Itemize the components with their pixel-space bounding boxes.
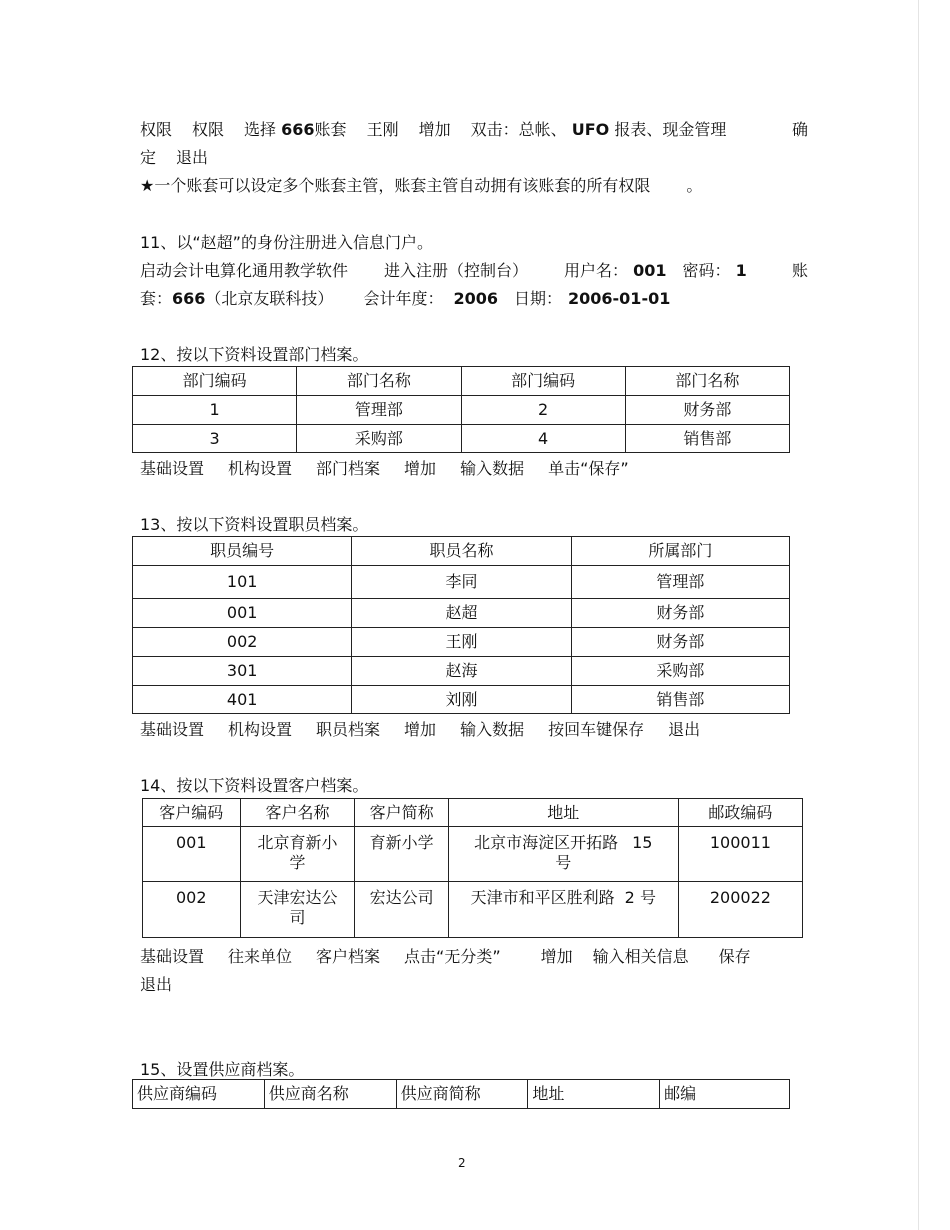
s11-line-1-end: 账	[792, 261, 809, 280]
text: 单击“保存”	[548, 459, 629, 478]
text: 定	[140, 148, 157, 167]
text: 权限	[192, 120, 225, 139]
cell: 财务部	[571, 628, 789, 657]
table-header-row	[143, 799, 803, 827]
header-cell: 邮编	[660, 1080, 790, 1109]
department-table	[132, 366, 790, 453]
text: 输入数据	[460, 720, 525, 739]
cell	[448, 827, 678, 882]
table-row	[143, 827, 803, 882]
text: UFO	[571, 120, 610, 139]
text: 按回车键保存	[548, 720, 645, 739]
text: 密码：	[682, 261, 731, 280]
cell: 401	[133, 686, 352, 714]
text: 天津宏达公	[257, 888, 338, 907]
text: 王刚	[366, 120, 399, 139]
cell: 4	[461, 425, 625, 453]
text: 增加	[404, 720, 437, 739]
s12-steps	[140, 459, 629, 479]
header-cell: 部门名称	[297, 367, 461, 396]
header-cell: 客户编码	[143, 799, 241, 827]
text: 基础设置	[140, 459, 205, 478]
text: ★一个账套可以设定多个账套主管，账套主管自动拥有该账套的所有权限	[140, 176, 651, 195]
header-cell: 供应商编码	[133, 1080, 265, 1109]
text: 部门档案	[316, 459, 381, 478]
cell: 002	[143, 882, 241, 938]
cell: 销售部	[625, 425, 789, 453]
cell: 2	[461, 396, 625, 425]
table-row	[133, 599, 790, 628]
table-row	[133, 425, 790, 453]
text: 保存	[718, 947, 751, 966]
text: 输入数据	[460, 459, 525, 478]
cell: 001	[133, 599, 352, 628]
text: 司	[289, 908, 306, 927]
cell: 赵超	[352, 599, 571, 628]
header-cell: 职员名称	[352, 537, 571, 566]
header-cell: 客户名称	[240, 799, 355, 827]
header-cell: 地址	[528, 1080, 660, 1109]
text: 往来单位	[228, 947, 293, 966]
cell: 101	[133, 566, 352, 599]
cell: 宏达公司	[355, 882, 448, 938]
s13-title: 13、按以下资料设置职员档案。	[140, 515, 369, 534]
text: 学	[289, 853, 306, 872]
cell: 财务部	[571, 599, 789, 628]
cell: 采购部	[571, 657, 789, 686]
text: 增加	[418, 120, 451, 139]
text: 1	[735, 261, 747, 280]
header-cell: 部门编码	[461, 367, 625, 396]
cell: 财务部	[625, 396, 789, 425]
text: 15	[632, 833, 653, 852]
intro-line-2	[140, 148, 208, 168]
page-number: 2	[458, 1156, 466, 1170]
s14-steps	[140, 947, 751, 967]
page-edge	[918, 0, 919, 1230]
text: 输入相关信息	[592, 947, 689, 966]
cell: 销售部	[571, 686, 789, 714]
s11-line-1	[140, 261, 747, 281]
text: （北京友联科技）	[205, 289, 334, 308]
header-cell: 所属部门	[571, 537, 789, 566]
text: 启动会计电算化通用教学软件	[140, 261, 349, 280]
text: 会计年度：	[363, 289, 444, 308]
cell: 赵海	[352, 657, 571, 686]
text: 基础设置	[140, 720, 205, 739]
text: 退出	[176, 148, 209, 167]
text: 客户档案	[316, 947, 381, 966]
text: 666	[172, 289, 206, 308]
header-cell: 客户简称	[355, 799, 448, 827]
cell: 002	[133, 628, 352, 657]
text: 日期：	[513, 289, 562, 308]
table-header-row	[133, 367, 790, 396]
text: 天津市和平区胜利路	[470, 888, 615, 907]
text: 退出	[668, 720, 701, 739]
header-cell: 部门名称	[625, 367, 789, 396]
table-row	[133, 657, 790, 686]
table-row	[133, 628, 790, 657]
cell: 管理部	[297, 396, 461, 425]
text: 2006-01-01	[568, 289, 671, 308]
table-row	[133, 396, 790, 425]
header-cell: 部门编码	[133, 367, 297, 396]
cell: 1	[133, 396, 297, 425]
cell: 001	[143, 827, 241, 882]
cell	[448, 882, 678, 938]
cell: 301	[133, 657, 352, 686]
text: 666	[281, 120, 315, 139]
header-cell: 邮政编码	[678, 799, 802, 827]
text: 2 号	[624, 888, 656, 907]
cell: 王刚	[352, 628, 571, 657]
text: 北京育新小	[257, 833, 338, 852]
s11-title: 11、以“赵超”的身份注册进入信息门户。	[140, 233, 433, 252]
text: 报表、现金管理	[614, 120, 727, 139]
text: 账套	[314, 120, 347, 139]
cell: 育新小学	[355, 827, 448, 882]
text: 选择	[244, 120, 277, 139]
text: 权限	[140, 120, 173, 139]
intro-note	[140, 176, 702, 196]
s14-title: 14、按以下资料设置客户档案。	[140, 776, 369, 795]
table-header-row	[133, 537, 790, 566]
cell: 刘刚	[352, 686, 571, 714]
table-row	[133, 566, 790, 599]
table-row	[133, 686, 790, 714]
text: 进入注册（控制台）	[384, 261, 529, 280]
header-cell: 地址	[448, 799, 678, 827]
text: 基础设置	[140, 947, 205, 966]
text: 号	[555, 853, 572, 872]
header-cell: 供应商简称	[396, 1080, 528, 1109]
text: 增加	[404, 459, 437, 478]
s13-steps	[140, 720, 700, 740]
table-header-row	[133, 1080, 790, 1109]
cell	[240, 882, 355, 938]
s15-title: 15、设置供应商档案。	[140, 1060, 305, 1079]
staff-table	[132, 536, 790, 714]
customer-table	[142, 798, 803, 938]
header-cell: 职员编号	[133, 537, 352, 566]
text: 机构设置	[228, 459, 293, 478]
cell: 100011	[678, 827, 802, 882]
s12-title: 12、按以下资料设置部门档案。	[140, 345, 369, 364]
cell: 200022	[678, 882, 802, 938]
header-cell: 供应商名称	[264, 1080, 396, 1109]
supplier-table	[132, 1079, 790, 1109]
intro-line-1-end: 确	[792, 120, 809, 139]
text: 增加	[540, 947, 573, 966]
cell	[240, 827, 355, 882]
text: 职员档案	[316, 720, 381, 739]
cell: 管理部	[571, 566, 789, 599]
cell: 采购部	[297, 425, 461, 453]
cell: 3	[133, 425, 297, 453]
cell: 李同	[352, 566, 571, 599]
text: 001	[633, 261, 667, 280]
intro-line-1	[140, 120, 726, 140]
text: 点击“无分类”	[404, 947, 501, 966]
text: 2006	[453, 289, 498, 308]
text: 套：	[140, 289, 173, 308]
text: 北京市海淀区开拓路	[474, 833, 619, 852]
s11-line-2	[140, 289, 670, 309]
text: 双击：总帐、	[470, 120, 567, 139]
text: 机构设置	[228, 720, 293, 739]
s14-steps-2: 退出	[140, 975, 173, 994]
table-row	[143, 882, 803, 938]
text: 用户名：	[564, 261, 629, 280]
text: 。	[686, 176, 703, 195]
